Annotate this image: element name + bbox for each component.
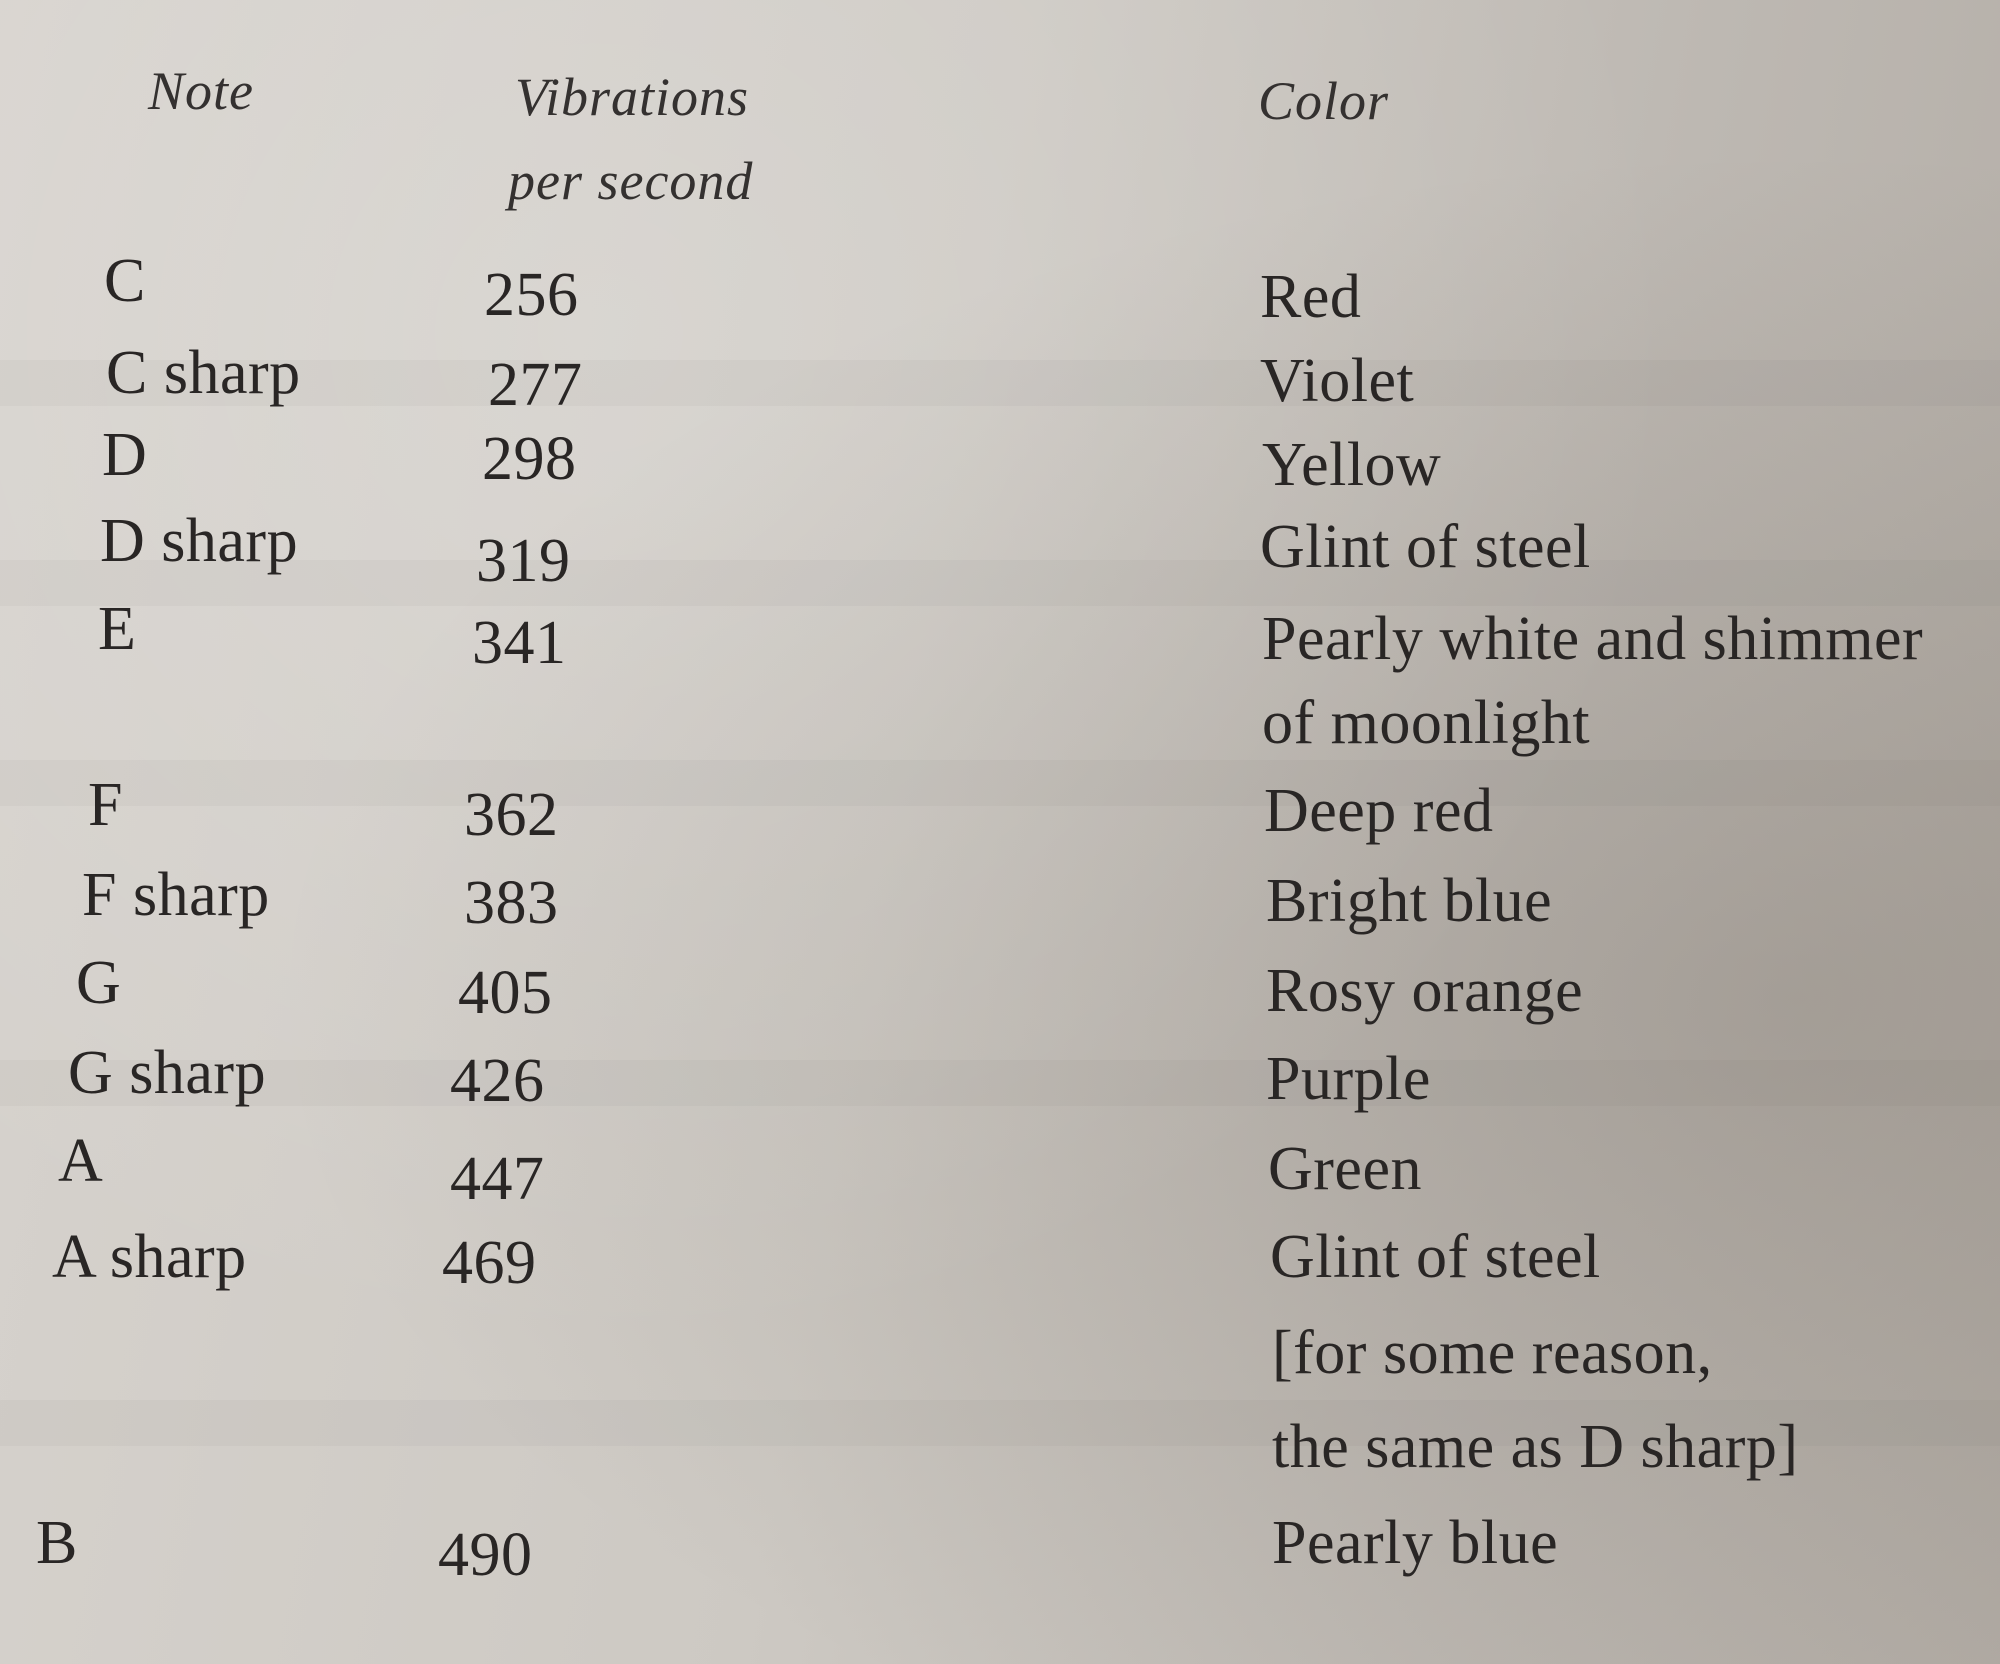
cell-note: D bbox=[102, 421, 148, 489]
cell-color: Pearly white and shimmer bbox=[1262, 605, 1924, 673]
cell-color: Red bbox=[1260, 263, 1362, 331]
cell-note: B bbox=[36, 1509, 78, 1577]
cell-vibrations: 277 bbox=[488, 351, 583, 419]
cell-note: A bbox=[58, 1127, 104, 1195]
cell-note: G bbox=[76, 949, 122, 1017]
cell-vibrations: 256 bbox=[484, 261, 579, 329]
cell-vibrations: 469 bbox=[442, 1229, 537, 1297]
cell-vibrations: 383 bbox=[464, 869, 559, 937]
cell-vibrations: 490 bbox=[438, 1521, 533, 1589]
cell-color: Yellow bbox=[1262, 431, 1442, 499]
cell-vibrations: 319 bbox=[476, 527, 571, 595]
cell-vibrations: 426 bbox=[450, 1047, 545, 1115]
cell-note: G sharp bbox=[68, 1039, 267, 1107]
header-vibrations-line1: Vibrations bbox=[515, 67, 750, 127]
cell-note: C sharp bbox=[106, 339, 301, 407]
bleed-through-line bbox=[0, 760, 2000, 806]
cell-color: Bright blue bbox=[1266, 867, 1553, 935]
header-vibrations-line2: per second bbox=[508, 151, 754, 211]
cell-color: Pearly blue bbox=[1272, 1509, 1559, 1577]
bleed-through-line bbox=[0, 560, 2000, 606]
cell-note: F sharp bbox=[82, 861, 270, 929]
cell-note: E bbox=[98, 595, 137, 663]
cell-color: Rosy orange bbox=[1266, 957, 1584, 1025]
cell-vibrations: 362 bbox=[464, 781, 559, 849]
cell-color-continued: the same as D sharp] bbox=[1272, 1413, 1799, 1481]
cell-vibrations: 298 bbox=[482, 425, 577, 493]
cell-note: F bbox=[88, 771, 123, 839]
cell-vibrations: 405 bbox=[458, 959, 553, 1027]
cell-vibrations: 341 bbox=[472, 609, 567, 677]
cell-color-continued: of moonlight bbox=[1262, 689, 1591, 757]
cell-color: Deep red bbox=[1264, 777, 1494, 845]
cell-color: Purple bbox=[1266, 1045, 1431, 1113]
header-color: Color bbox=[1258, 71, 1390, 131]
cell-color: Violet bbox=[1260, 347, 1415, 415]
cell-note: D sharp bbox=[100, 507, 299, 575]
cell-note: C bbox=[104, 247, 146, 315]
cell-color: Glint of steel bbox=[1260, 513, 1591, 581]
cell-color: Glint of steel bbox=[1270, 1223, 1601, 1291]
cell-color: Green bbox=[1268, 1135, 1422, 1203]
cell-vibrations: 447 bbox=[450, 1145, 545, 1213]
cell-color-continued: [for some reason, bbox=[1272, 1319, 1713, 1387]
bleed-through-line bbox=[0, 1060, 2000, 1106]
cell-note: A sharp bbox=[52, 1223, 247, 1291]
header-note: Note bbox=[148, 61, 254, 121]
